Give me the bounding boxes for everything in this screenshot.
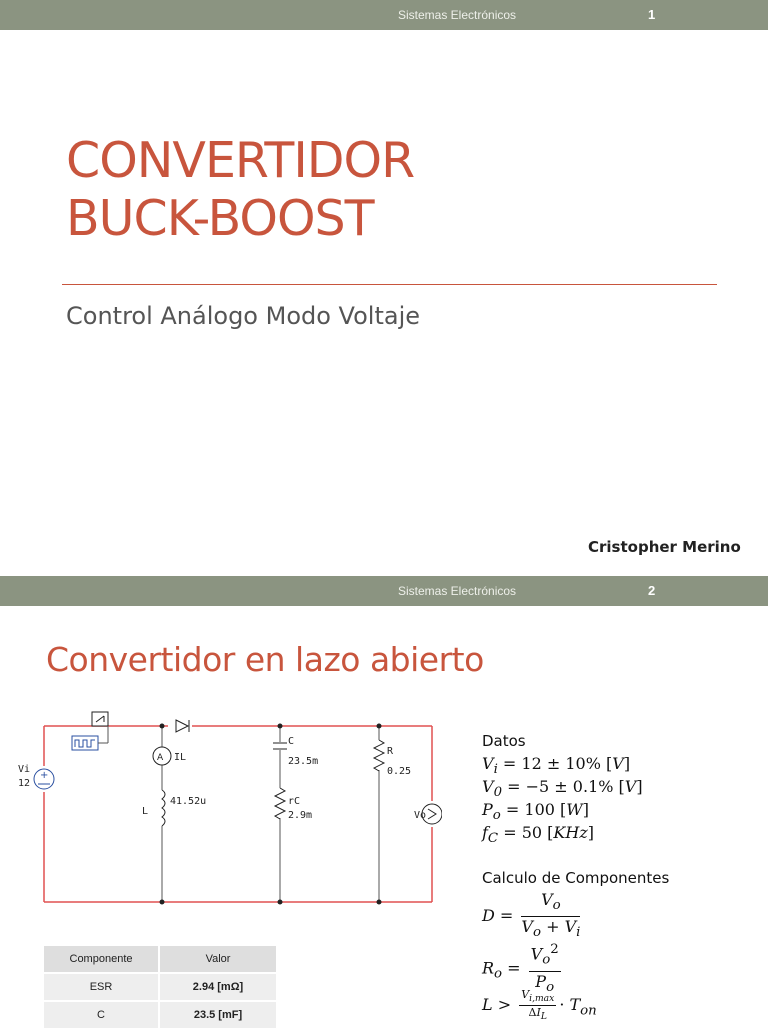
component-table	[44, 946, 278, 1030]
table-header: Componente	[44, 946, 159, 973]
eq-var: V	[482, 754, 494, 773]
table-cell: 2.94 [mΩ]	[159, 973, 277, 1001]
eq-rhs: = −5 ± 0.1% [	[507, 777, 625, 796]
title-line-2: BUCK-BOOST	[66, 190, 374, 247]
table-header: Valor	[159, 946, 277, 973]
r-label: R	[387, 746, 394, 757]
switch-icon	[72, 712, 108, 750]
eq-close: ]	[623, 754, 631, 773]
slide-number: 1	[648, 7, 656, 22]
eq-var: f	[482, 823, 488, 842]
equation-vi	[482, 754, 630, 777]
c-value: 23.5m	[288, 756, 319, 767]
header-title: Sistemas Electrónicos	[398, 584, 517, 598]
eq-sub: i	[493, 762, 498, 778]
eq-sub: 0	[493, 785, 503, 801]
slide1-subtitle: Control Análogo Modo Voltaje	[66, 302, 421, 330]
table-cell: ESR	[44, 973, 159, 1001]
equation-load-resistance: $R_o$ = $\frac{V_o^2}{P_o}$	[482, 942, 559, 995]
eq-unit: W	[566, 800, 583, 819]
inductor-icon	[156, 790, 168, 826]
eq-rhs: = 12 ± 10% [	[502, 754, 613, 773]
calc-heading: Calculo de Componentes	[482, 869, 670, 887]
equation-fc	[482, 823, 594, 846]
eq-close: ]	[587, 823, 594, 842]
eq-rhs: = 100 [	[505, 800, 567, 819]
table-cell: C	[44, 1001, 159, 1029]
vi-value: 12	[18, 778, 31, 789]
datos-heading: Datos	[482, 732, 526, 750]
l-value: 41.52u	[170, 796, 207, 807]
buck-boost-schematic	[12, 706, 442, 916]
eq-sub: o	[492, 808, 501, 824]
eq-var: V	[482, 777, 494, 796]
eq-close: ]	[636, 777, 643, 796]
c-label: C	[288, 736, 295, 747]
rc-label: rC	[288, 796, 301, 807]
diode-icon	[168, 719, 192, 733]
slide1-header-bar	[0, 0, 768, 30]
equation-po	[482, 800, 589, 823]
title-line-1: CONVERTIDOR	[66, 132, 415, 189]
equation-duty-cycle: D = $\frac{V_o}{V_o + V_i}$	[482, 890, 581, 941]
ammeter-icon	[153, 747, 171, 765]
table-cell: 23.5 [mF]	[159, 1001, 277, 1029]
eq-unit: V	[612, 754, 624, 773]
slide2-title: Convertidor en lazo abierto	[46, 640, 484, 679]
r-value: 0.25	[387, 766, 412, 777]
svg-text:A: A	[157, 753, 164, 763]
slide1-title	[66, 132, 414, 248]
author-name: Cristopher Merino	[588, 538, 741, 556]
eq-sub: C	[487, 831, 499, 847]
l-label: L	[142, 806, 149, 817]
eq-close: ]	[582, 800, 589, 819]
esr-resistor-icon	[274, 788, 286, 819]
voltage-source-icon	[34, 769, 54, 789]
slide2-header-bar	[0, 576, 768, 606]
load-resistor-icon	[373, 740, 385, 771]
table-row	[44, 1001, 277, 1029]
equation-vo	[482, 777, 643, 800]
eq-unit: KHz	[553, 823, 588, 842]
il-label: IL	[174, 752, 187, 763]
vo-label: Vo	[414, 810, 427, 821]
equation-inductance: L > $\frac{V_{i,max}}{\Delta I_L}$ · $T_{on}$	[482, 988, 597, 1023]
slide-number: 2	[648, 583, 656, 598]
title-divider	[62, 284, 717, 285]
capacitor-icon	[272, 742, 288, 750]
eq-rhs: = 50 [	[503, 823, 554, 842]
eq-var: P	[482, 800, 493, 819]
rc-value: 2.9m	[288, 810, 313, 821]
vi-label: Vi	[18, 764, 31, 775]
eq-unit: V	[624, 777, 637, 796]
table-row	[44, 973, 277, 1001]
header-title: Sistemas Electrónicos	[398, 8, 517, 22]
svg-text:+: +	[40, 770, 49, 781]
